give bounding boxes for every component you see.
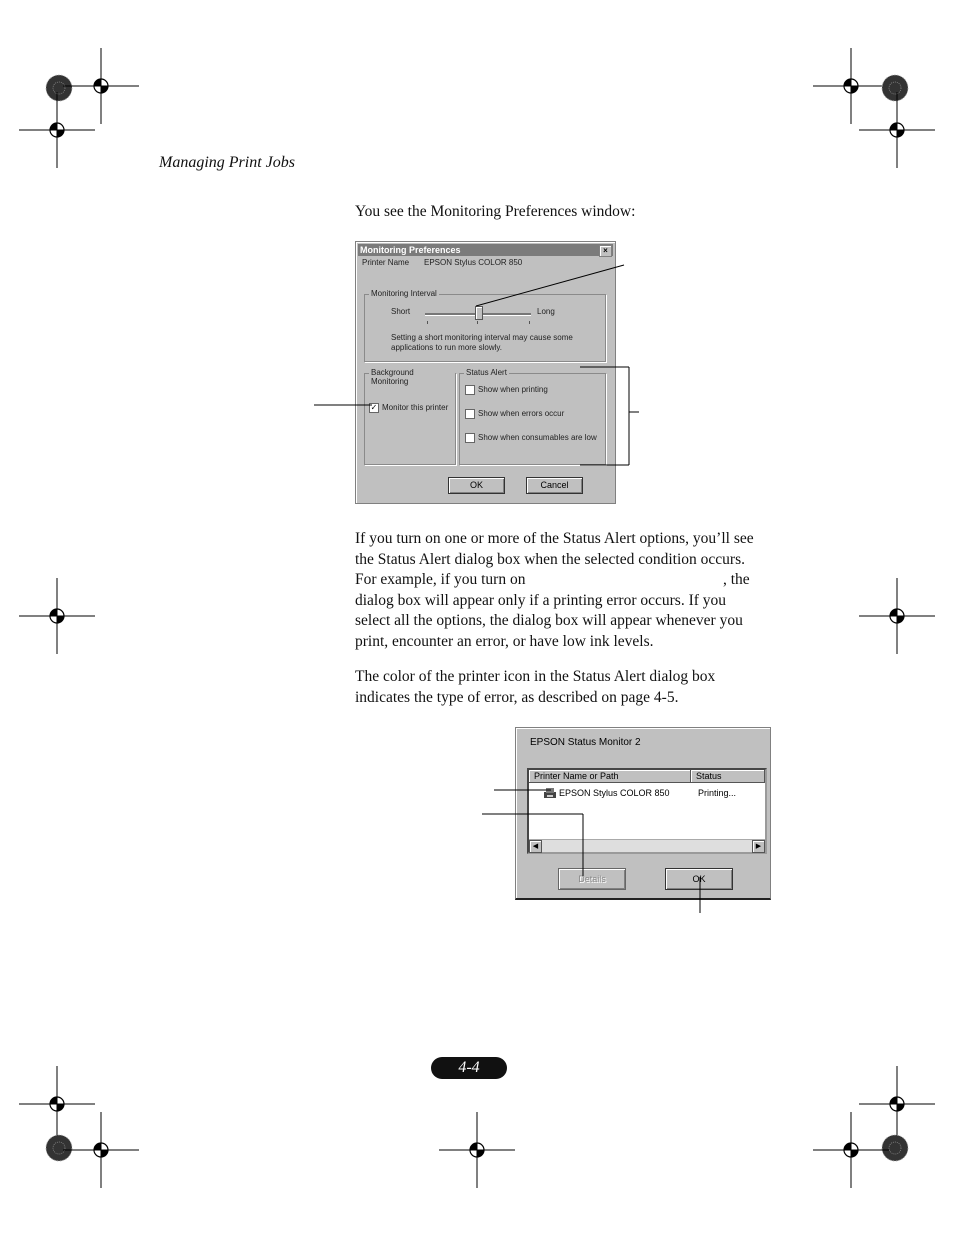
paragraph-line-start: For example, if you turn on bbox=[355, 571, 526, 588]
paragraph-line: print, encounter an error, or have low ink levels. bbox=[355, 632, 654, 650]
page-number: 4-4 bbox=[431, 1057, 507, 1079]
column-printer-name[interactable]: Printer Name or Path bbox=[529, 770, 691, 783]
scroll-left-icon[interactable]: ◀ bbox=[529, 840, 542, 853]
short-label: Short bbox=[391, 307, 411, 316]
show-when-printing-label: Show when printing bbox=[478, 385, 548, 394]
status-ok-button[interactable]: OK bbox=[665, 868, 733, 890]
paragraph-line: dialog box will appear only if a printing error occurs. If you bbox=[355, 591, 727, 609]
monitoring-interval-label: Monitoring Interval bbox=[371, 289, 437, 298]
printer-name-label: Printer Name bbox=[362, 258, 410, 267]
status-alert-label: Status Alert bbox=[466, 368, 507, 377]
details-button[interactable]: Details bbox=[558, 868, 626, 890]
monitor-printer-label: Monitor this printer bbox=[382, 403, 449, 412]
background-monitoring-label: Background Monitoring bbox=[369, 368, 455, 386]
paragraph-line-end: , the bbox=[723, 571, 750, 588]
interval-note-line1: Setting a short monitoring interval may cause some bbox=[391, 333, 573, 342]
printer-row-status: Printing... bbox=[698, 788, 737, 798]
interval-note-line2: applications to run more slowly. bbox=[391, 343, 503, 352]
running-head: Managing Print Jobs bbox=[159, 154, 295, 171]
show-when-errors-label: Show when errors occur bbox=[478, 409, 565, 418]
cancel-button[interactable]: Cancel bbox=[526, 477, 583, 494]
show-when-consumables-low-label: Show when consumables are low bbox=[478, 433, 597, 442]
paragraph-line: indicates the type of error, as described on page 4-5. bbox=[355, 688, 679, 706]
long-label: Long bbox=[537, 307, 555, 316]
close-button[interactable]: × bbox=[599, 245, 612, 257]
paragraph-line: If you turn on one or more of the Status Alert options, you’ll see bbox=[355, 530, 754, 547]
paragraph-line: The color of the printer icon in the Status Alert dialog box bbox=[355, 668, 716, 685]
ok-button[interactable]: OK bbox=[448, 477, 505, 494]
status-monitor-title: EPSON Status Monitor 2 bbox=[530, 737, 641, 748]
window-title: Monitoring Preferences bbox=[360, 245, 461, 255]
printer-name-value: EPSON Stylus COLOR 850 bbox=[424, 258, 523, 267]
paragraph-line: the Status Alert dialog box when the selected condition occurs. bbox=[355, 550, 745, 568]
paragraph-line: select all the options, the dialog box will appear whenever you bbox=[355, 612, 743, 629]
monitor-printer-checkbox[interactable]: ✓ bbox=[370, 403, 378, 412]
printer-row-name: EPSON Stylus COLOR 850 bbox=[559, 788, 670, 798]
intro-sentence: You see the Monitoring Preferences window: bbox=[355, 203, 636, 220]
scroll-right-icon[interactable]: ▶ bbox=[752, 840, 765, 853]
column-status[interactable]: Status bbox=[691, 770, 765, 783]
